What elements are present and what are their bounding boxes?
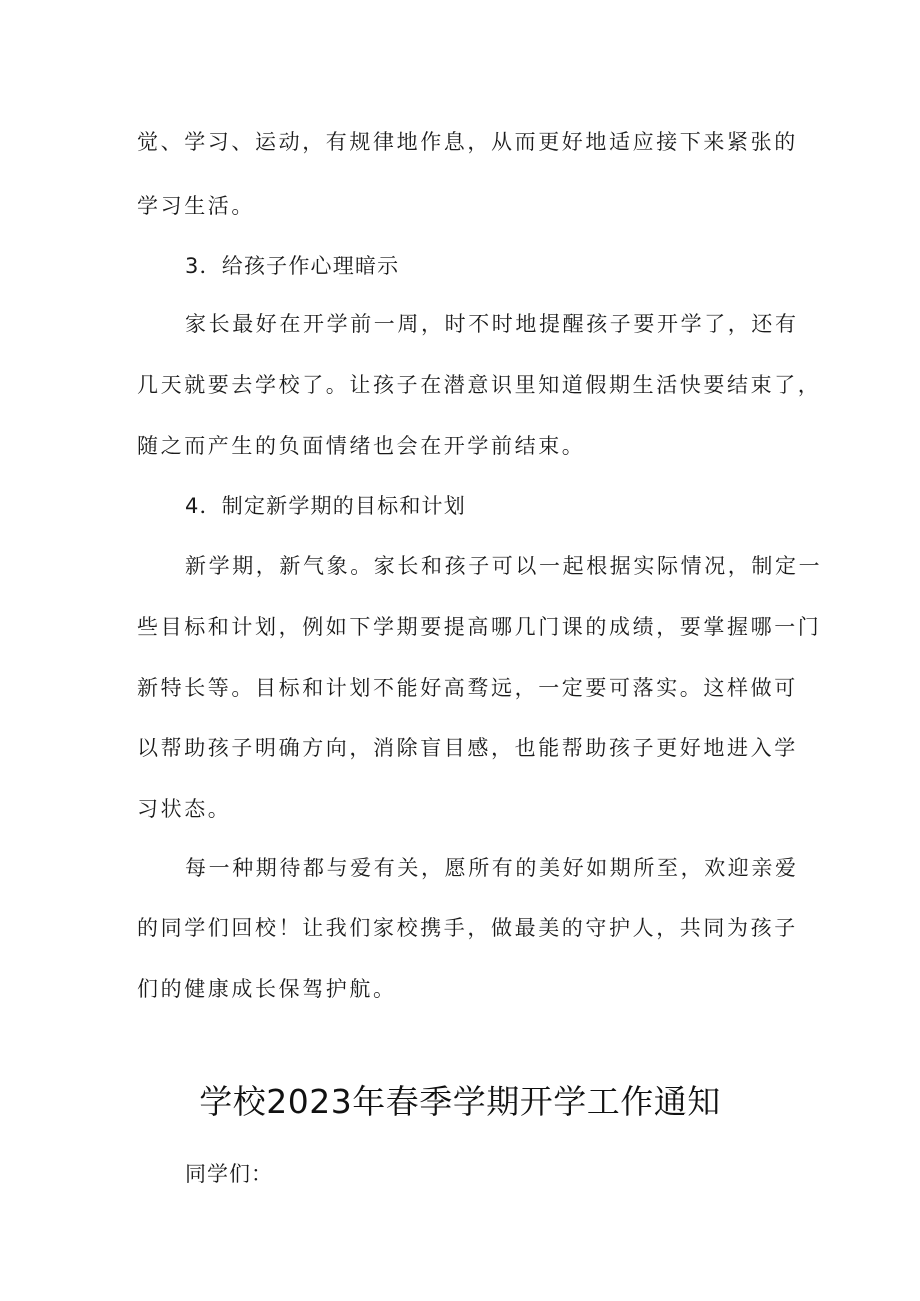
paragraph-4-line-3: 们的健康成长保驾护航。	[137, 977, 397, 1001]
section-heading-4: 4．制定新学期的目标和计划	[185, 494, 466, 518]
paragraph-1-line-2: 学习生活。	[137, 194, 255, 218]
paragraph-3-line-5: 习状态。	[137, 797, 232, 821]
notice-greeting: 同学们：	[185, 1162, 273, 1186]
paragraph-3-line-2: 些目标和计划，例如下学期要提高哪几门课的成绩，要掌握哪一门	[137, 615, 822, 639]
paragraph-2-line-1: 家长最好在开学前一周，时不时地提醒孩子要开学了，还有	[185, 312, 799, 336]
paragraph-4-line-2: 的同学们回校！让我们家校携手，做最美的守护人，共同为孩子	[137, 916, 798, 940]
paragraph-4-line-1: 每一种期待都与爱有关，愿所有的美好如期所至，欢迎亲爱	[185, 856, 799, 880]
paragraph-3-line-4: 以帮助孩子明确方向，消除盲目感，也能帮助孩子更好地进入学	[137, 736, 798, 760]
paragraph-2-line-2: 几天就要去学校了。让孩子在潜意识里知道假期生活快要结束了，	[137, 373, 822, 397]
paragraph-2-line-3: 随之而产生的负面情绪也会在开学前结束。	[137, 434, 586, 458]
notice-title: 学校2023年春季学期开学工作通知	[199, 1082, 721, 1121]
section-heading-3: 3．给孩子作心理暗示	[185, 254, 400, 278]
paragraph-3-line-3: 新特长等。目标和计划不能好高骛远，一定要可落实。这样做可	[137, 676, 798, 700]
paragraph-3-line-1: 新学期，新气象。家长和孩子可以一起根据实际情况，制定一	[185, 554, 823, 578]
paragraph-1-line-1: 觉、学习、运动，有规律地作息，从而更好地适应接下来紧张的	[137, 130, 798, 154]
